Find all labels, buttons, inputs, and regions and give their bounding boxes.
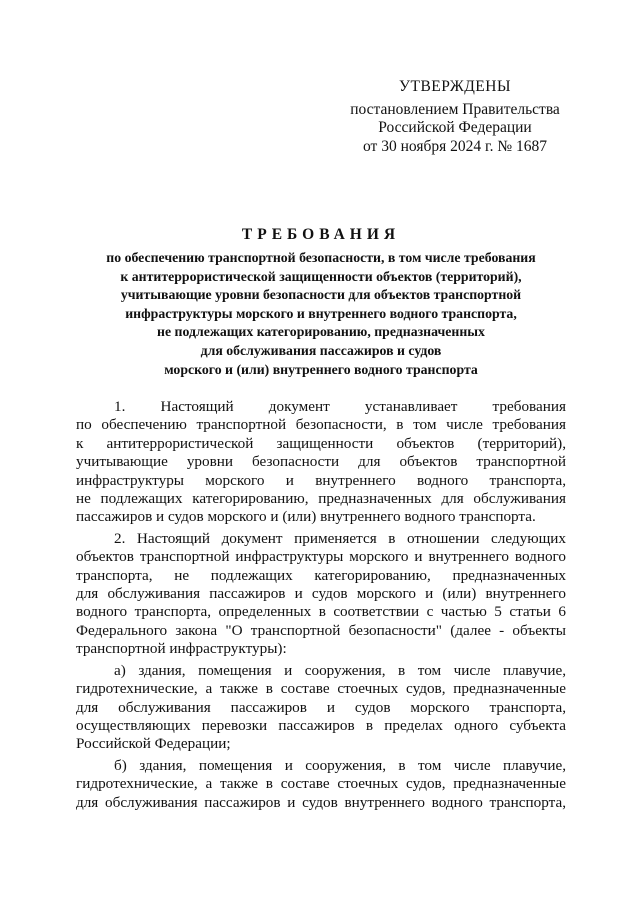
body-line: объектов транспортной инфраструктуры морского и внутреннего водного (76, 548, 566, 566)
body-line: инфраструктуры морского и внутреннего водного транспорта, (76, 471, 566, 489)
paragraph-1 (76, 398, 566, 527)
body-line: а) здания, помещения и сооружения, в том числе плавучие, (114, 661, 566, 679)
subtitle-line: к антитеррористической защищенности объектов (территорий), (120, 268, 522, 284)
document-body (76, 398, 566, 815)
body-line: для обслуживания пассажиров и судов морского и (или) внутреннего (76, 585, 566, 603)
subtitle-line: для обслуживания пассажиров и судов (200, 342, 442, 358)
document-title: ТРЕБОВАНИЯ (241, 226, 401, 243)
body-line: гидротехнические, а также в составе стоечных судов, предназначенные (76, 775, 566, 793)
body-line: по обеспечению транспортной безопасности, в том числе требования (76, 416, 566, 434)
body-line: Федерального закона "О транспортной безопасности" (далее - объекты (76, 621, 566, 639)
body-line: 2. Настоящий документ применяется в отношении следующих (114, 529, 566, 547)
subtitle-line: не подлежащих категорированию, предназначенных (157, 324, 485, 340)
approval-line: Российской Федерации (378, 119, 532, 136)
body-line: б) здания, помещения и сооружения, в том числе плавучие, (114, 756, 566, 774)
subtitle-line: морского и (или) внутреннего водного транспорта (164, 361, 478, 377)
body-line: пассажиров и судов морского и (или) внутреннего водного транспорта. (76, 508, 536, 526)
subtitle-line: учитывающие уровни безопасности для объектов транспортной (120, 287, 522, 303)
body-line: гидротехнические, а также в составе стоечных судов, предназначенные (76, 680, 566, 698)
body-line: водного транспорта, определенных в соответствии с частью 5 статьи 6 (76, 603, 566, 621)
body-line: транспортной инфраструктуры): (76, 640, 287, 658)
paragraph-2 (76, 530, 566, 659)
body-line: учитывающие уровни безопасности для объектов транспортной (76, 453, 566, 471)
approval-line: постановлением Правительства (350, 100, 560, 118)
approval-stamp (330, 78, 580, 156)
body-line: для обслуживания пассажиров и судов внутреннего водного транспорта, (76, 793, 566, 811)
document-subtitle (76, 249, 566, 379)
body-line: Российской Федерации; (76, 735, 231, 753)
approval-line: от 30 ноября 2024 г. № 1687 (363, 137, 547, 155)
body-line: транспорта, не подлежащих категорированию, предназначенных (76, 566, 566, 584)
paragraph-2a (76, 662, 566, 754)
subtitle-line: инфраструктуры морского и внутреннего водного транспорта, (125, 305, 517, 321)
subtitle-line: по обеспечению транспортной безопасности, в том числе требования (106, 250, 536, 265)
body-line: к антитеррористической защищенности объектов (территорий), (76, 434, 566, 452)
paragraph-2b (76, 757, 566, 812)
body-line: для обслуживания пассажиров и судов морского транспорта, (76, 698, 566, 716)
approval-title: УТВЕРЖДЕНЫ (399, 78, 511, 95)
body-line: не подлежащих категорированию, предназначенных для обслуживания (76, 489, 566, 507)
body-line: 1. Настоящий документ устанавливает требования (114, 398, 566, 415)
body-line: осуществляющих перевозки пассажиров в пределах одного субъекта (76, 717, 566, 735)
